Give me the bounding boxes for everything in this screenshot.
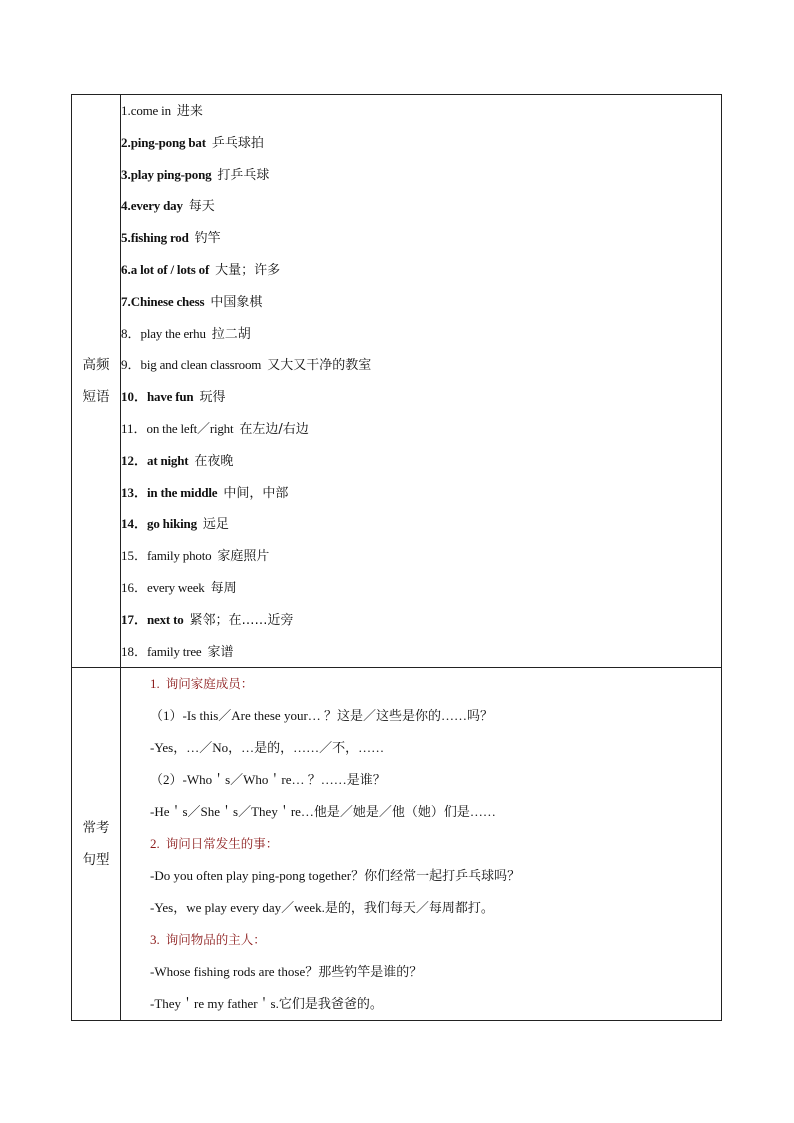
phrase-item	[121, 349, 721, 381]
pattern-heading-number: 3.	[150, 932, 160, 948]
pattern-sentence: -They＇re my father＇s.它们是我爸爸的。	[150, 996, 383, 1012]
phrase-number: 5.	[121, 230, 131, 246]
phrase-english: family photo	[147, 548, 212, 564]
phrase-item	[121, 445, 721, 477]
phrase-chinese: 大量；许多	[215, 262, 281, 278]
phrase-english: in the middle	[147, 484, 218, 500]
phrase-chinese: 拉二胡	[211, 326, 251, 342]
phrase-chinese: 打乒乓球	[217, 167, 270, 183]
pattern-heading-text: 询问日常发生的事：	[165, 836, 279, 852]
patterns-label-line1: 常考	[82, 820, 110, 837]
phrase-english: every week	[147, 579, 205, 595]
phrase-number: 7.	[121, 293, 131, 309]
phrase-english: have fun	[147, 389, 194, 405]
phrase-chinese: 家庭照片	[217, 549, 270, 565]
phrase-english: a lot of / lots of	[130, 261, 210, 277]
phrase-number: 12．	[121, 452, 148, 468]
patterns-label-line2: 句型	[82, 852, 110, 869]
phrases-label-cell	[72, 95, 121, 668]
phrase-item	[121, 286, 721, 318]
phrases-label-line1: 高频	[82, 357, 110, 374]
phrase-chinese: 钓竿	[194, 231, 221, 247]
pattern-sentence: -Yes，…／No，…是的，……／不，……	[150, 740, 385, 756]
phrase-item	[121, 604, 721, 636]
phrase-number: 18．	[121, 643, 148, 659]
vocabulary-sheet	[71, 94, 722, 1021]
phrase-item	[121, 540, 721, 572]
patterns-list	[121, 668, 722, 1021]
phrase-english: at night	[147, 452, 189, 468]
phrase-chinese: 中国象棋	[210, 294, 263, 310]
pattern-sentence: -Whose fishing rods are those？那些钓竿是谁的？	[150, 964, 423, 980]
pattern-sentence: （1）-Is this／Are these your… ？这是／这些是你的……吗？	[150, 708, 494, 724]
phrase-number: 13．	[121, 484, 148, 500]
pattern-sentence: -He＇s／She＇s／They＇re…他是／她是／他（她）们是……	[150, 804, 496, 820]
phrase-english: fishing rod	[130, 230, 189, 246]
phrases-row	[72, 95, 722, 668]
phrase-chinese: 每天	[188, 199, 215, 215]
study-table	[71, 94, 722, 1021]
phrase-chinese: 紧邻；在……近旁	[189, 612, 294, 628]
phrase-number: 17．	[121, 611, 148, 627]
patterns-row	[72, 668, 722, 1021]
phrase-english: go hiking	[147, 516, 197, 532]
phrase-english: come in	[130, 103, 171, 118]
phrase-number: 15．	[121, 548, 148, 564]
phrase-number: 8．	[121, 325, 141, 341]
phrase-number: 9．	[121, 357, 141, 373]
phrase-item	[121, 381, 721, 413]
phrase-item	[121, 95, 721, 127]
phrase-chinese: 乒乓球拍	[211, 135, 264, 151]
phrase-item	[121, 477, 721, 509]
patterns-label-cell	[72, 668, 121, 1021]
pattern-sentence: -Yes，we play every day／week.是的，我们每天／每周都打。	[150, 900, 494, 916]
phrase-english: family tree	[147, 643, 202, 659]
phrase-number: 16．	[121, 579, 148, 595]
phrase-item	[121, 572, 721, 604]
phrase-item	[121, 636, 721, 668]
phrase-english: play the erhu	[140, 325, 206, 341]
phrase-number: 10．	[121, 389, 148, 405]
phrase-chinese: 在夜晚	[194, 453, 234, 469]
phrase-chinese: 每周	[210, 580, 237, 596]
phrase-number: 6.	[121, 261, 131, 277]
phrase-english: on the left／right	[146, 420, 234, 436]
phrase-chinese: 远足	[202, 517, 229, 533]
phrase-number: 4.	[121, 198, 131, 214]
phrase-chinese: 玩得	[199, 390, 226, 406]
pattern-heading-text: 询问物品的主人：	[165, 932, 266, 948]
phrase-item	[121, 159, 721, 191]
phrase-item	[121, 127, 721, 159]
pattern-heading-number: 2.	[150, 836, 160, 852]
phrase-chinese: 在左边/右边	[239, 421, 309, 437]
phrase-number: 11．	[121, 420, 147, 436]
pattern-heading	[121, 828, 721, 860]
phrase-number: 3.	[121, 166, 131, 182]
phrase-number: 2.	[121, 134, 131, 150]
pattern-sentence: -Do you often play ping-pong together？你们经常一起打乒乓球吗？	[150, 868, 521, 884]
phrase-item	[121, 190, 721, 222]
phrase-english: play ping-pong	[130, 166, 212, 182]
phrase-english: every day	[130, 198, 183, 214]
phrase-english: Chinese chess	[130, 293, 205, 309]
phrases-list	[121, 95, 722, 668]
phrase-english: ping-pong bat	[130, 134, 206, 150]
pattern-heading-number: 1.	[150, 676, 160, 692]
phrase-number: 14．	[121, 516, 148, 532]
phrase-chinese: 又大又干净的教室	[267, 358, 372, 374]
pattern-heading	[121, 668, 721, 700]
phrase-number: 1.	[121, 103, 131, 118]
phrase-item	[121, 413, 721, 445]
phrase-chinese: 中间，中部	[223, 485, 289, 501]
phrase-chinese: 家谱	[207, 644, 234, 660]
phrase-item	[121, 254, 721, 286]
phrase-item	[121, 318, 721, 350]
pattern-heading	[121, 924, 721, 956]
phrase-chinese: 进来	[176, 104, 203, 119]
phrase-english: next to	[147, 611, 184, 627]
phrase-item	[121, 508, 721, 540]
phrase-item	[121, 222, 721, 254]
phrases-label-line2: 短语	[82, 389, 110, 406]
pattern-heading-text: 询问家庭成员：	[165, 676, 254, 692]
phrase-english: big and clean classroom	[140, 357, 262, 373]
pattern-sentence: （2）-Who＇s／Who＇re… ？……是谁？	[150, 772, 386, 788]
